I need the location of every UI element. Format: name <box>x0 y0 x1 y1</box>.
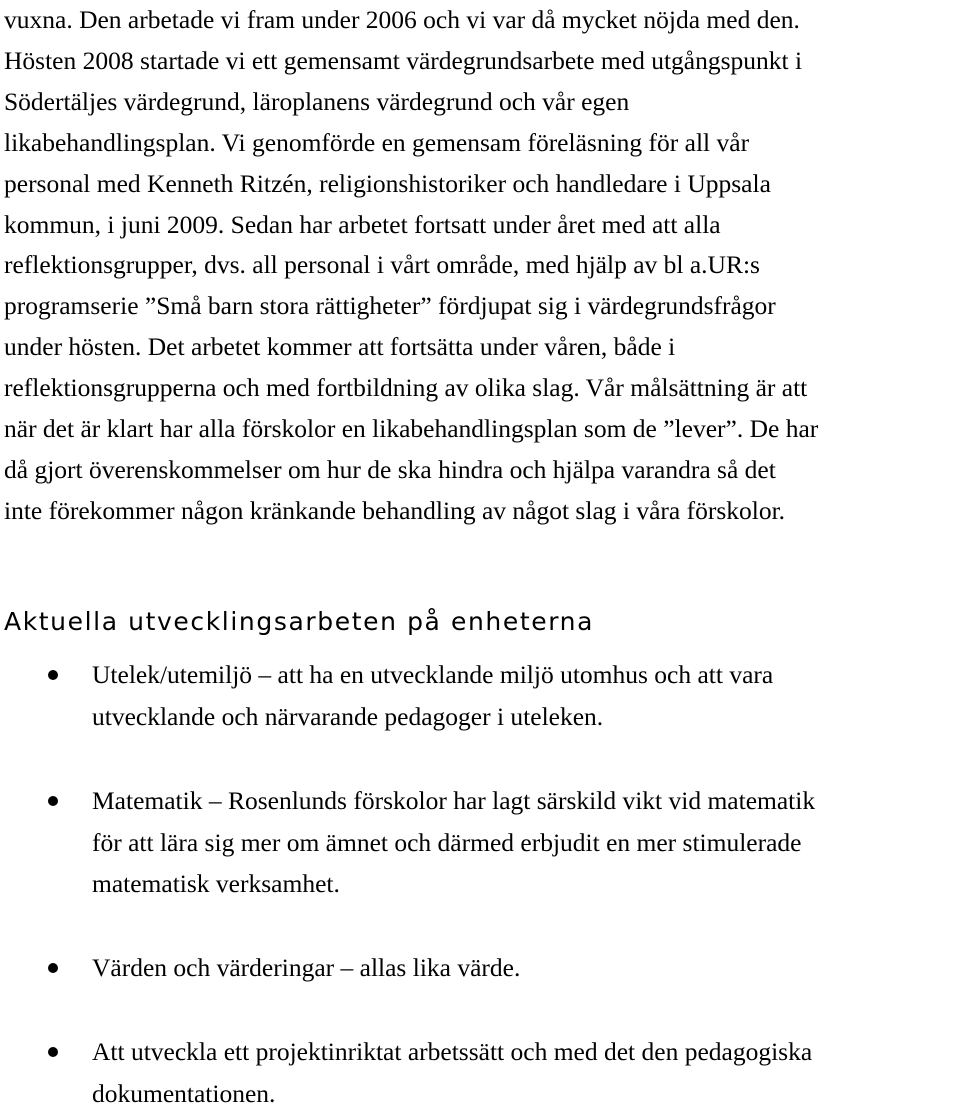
list-item-line: Matematik – Rosenlunds förskolor har lagt särskild vikt vid matematik <box>92 780 815 822</box>
list-item-line: för att lära sig mer om ämnet och därmed erbjudit en mer stimulerade <box>92 822 815 864</box>
list-item-text <box>92 947 520 989</box>
bullet-icon <box>48 963 58 973</box>
paragraph-line: vuxna. Den arbetade vi fram under 2006 och vi var då mycket nöjda med den. <box>4 0 960 41</box>
bullet-icon <box>48 1047 58 1057</box>
list-item-line: dokumentationen. <box>92 1073 812 1114</box>
bullet-icon <box>48 670 58 680</box>
paragraph-line: Södertäljes värdegrund, läroplanens värdegrund och vår egen <box>4 82 960 123</box>
section-heading: Aktuella utvecklingsarbeten på enheterna <box>4 602 594 642</box>
paragraph-line: Hösten 2008 startade vi ett gemensamt värdegrundsarbete med utgångspunkt i <box>4 41 960 82</box>
bullet-icon <box>48 796 58 806</box>
list-item-text <box>92 780 815 905</box>
paragraph-line: programserie ”Små barn stora rättigheter” fördjupat sig i värdegrundsfrågor <box>4 286 960 327</box>
paragraph-line: personal med Kenneth Ritzén, religionshistoriker och handledare i Uppsala <box>4 164 960 205</box>
paragraph-line: då gjort överenskommelser om hur de ska hindra och hjälpa varandra så det <box>4 450 960 491</box>
paragraph-line: likabehandlingsplan. Vi genomförde en gemensam föreläsning för all vår <box>4 123 960 164</box>
list-item-line: utvecklande och närvarande pedagoger i uteleken. <box>92 696 773 738</box>
paragraph-line: kommun, i juni 2009. Sedan har arbetet fortsatt under året med att alla <box>4 205 960 246</box>
list-item-line: Värden och värderingar – allas lika värde. <box>92 947 520 989</box>
body-paragraph <box>4 0 960 532</box>
list-item-line: matematisk verksamhet. <box>92 863 815 905</box>
paragraph-line: reflektionsgrupper, dvs. all personal i vårt område, med hjälp av bl a.UR:s <box>4 245 960 286</box>
paragraph-line: under hösten. Det arbetet kommer att fortsätta under våren, både i <box>4 327 960 368</box>
list-item-text <box>92 654 773 737</box>
paragraph-line: när det är klart har alla förskolor en likabehandlingsplan som de ”lever”. De har <box>4 409 960 450</box>
list-item-text <box>92 1031 812 1114</box>
list-item-line: Att utveckla ett projektinriktat arbetssätt och med det den pedagogiska <box>92 1031 812 1073</box>
paragraph-line: reflektionsgrupperna och med fortbildning av olika slag. Vår målsättning är att <box>4 368 960 409</box>
list-item-line: Utelek/utemiljö – att ha en utvecklande miljö utomhus och att vara <box>92 654 773 696</box>
paragraph-line: inte förekommer någon kränkande behandling av något slag i våra förskolor. <box>4 491 960 532</box>
